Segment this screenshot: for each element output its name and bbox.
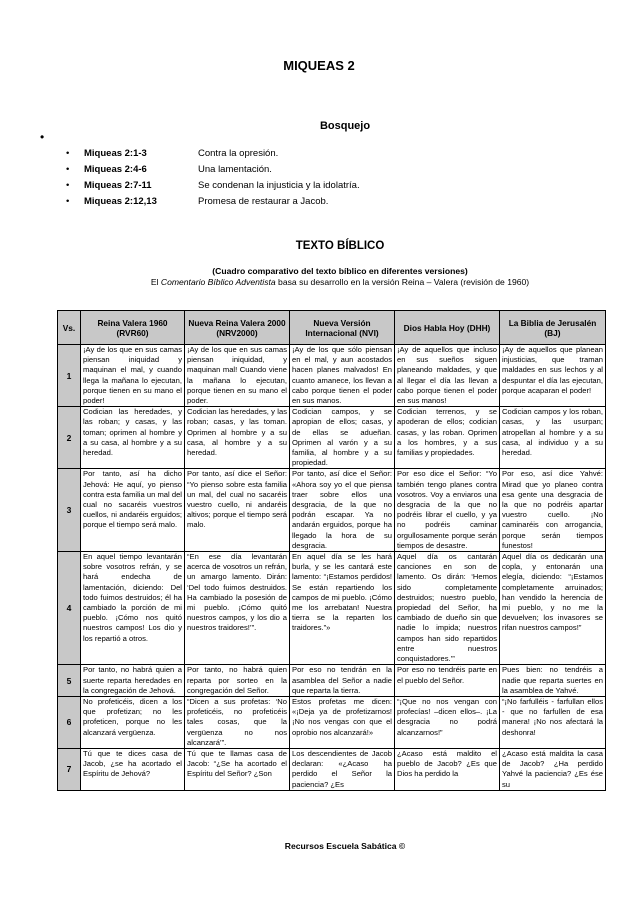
table-cell: En aquel tiempo levantarán sobre vosotros refrán, y se hará endecha de lamentación, diciendo: Del todo fuimos destruidos; él ha cambiado la porción de mi pueblo. ¡Cómo nos quitó nuestros campos! Los dio y los repartió a otros.	[81, 552, 185, 665]
table-cell: Tú que te llamas casa de Jacob: “¿Se ha acortado el Espíritu del Señor? ¿Son	[185, 748, 290, 790]
outline-desc: Se condenan la injusticia y la idolatría.	[198, 179, 360, 191]
texto-subheading: (Cuadro comparativo del texto bíblico en diferentes versiones)	[212, 266, 468, 276]
table-cell: “¡Que no nos vengan con profecías! –dicen ellos–. ¡La desgracia no podrá alcanzarnos!”	[395, 696, 500, 748]
table-cell: Por eso no tendrán en la asamblea del Señor a nadie que reparta la tierra.	[290, 665, 395, 697]
table-cell: No profeticéis, dicen a los que profetizan; no les profeticen, porque no les alcanzará vergüenza.	[81, 696, 185, 748]
table-row	[58, 696, 606, 748]
table-cell: Tú que te dices casa de Jacob, ¿se ha acortado el Espíritu de Jehová?	[81, 748, 185, 790]
table-row	[58, 552, 606, 665]
outline-item	[66, 161, 360, 177]
table-row	[58, 407, 606, 469]
bullet-icon: •	[66, 163, 70, 175]
outline-item	[66, 177, 360, 193]
verse-number: 3	[58, 469, 81, 552]
intro-text: El	[150, 277, 161, 287]
page-title: MIQUEAS 2	[283, 58, 355, 73]
table-cell: Codician terrenos, y se apoderan de ellos; codician casas, y las roban. Oprimen a los hombres, y a sus familias y propiedades.	[395, 407, 500, 469]
column-header: Nueva Reina Valera 2000 (NRV2000)	[185, 311, 290, 345]
table-row	[58, 665, 606, 697]
column-header: Nueva Versión Internacional (NVI)	[290, 311, 395, 345]
verse-number: 1	[58, 345, 81, 407]
table-row	[58, 469, 606, 552]
outline-desc: Contra la opresión.	[198, 147, 279, 159]
outline-desc: Promesa de restaurar a Jacob.	[198, 195, 329, 207]
table-cell: ¡Ay de los que sólo piensan en el mal, y aun acostados hacen planes malvados! En cuanto amanece, los llevan a cabo porque tienen el poder en sus manos.	[290, 345, 395, 407]
intro-text: basa su desarrollo en la versión Reina – Valera (revisión de 1960)	[275, 277, 530, 287]
bullet-icon: •	[66, 147, 70, 159]
column-header: La Biblia de Jerusalén (BJ)	[500, 311, 606, 345]
table-cell: Por tanto, así dice el Señor: “Yo pienso sobre esta familia un mal, del cual no sacaréis vuestro cuello, ni andaréis altivos; porque el tiempo será malo.	[185, 469, 290, 552]
table-cell: Los descendientes de Jacob declaran: «¿Acaso ha perdido el Señor la paciencia? ¿Es	[290, 748, 395, 790]
bullet-icon: •	[66, 179, 70, 191]
outline-item	[66, 193, 360, 209]
table-cell: Por tanto, no habrá quien reparta por sorteo en la congregación del Señor.	[185, 665, 290, 697]
table-cell: Por tanto, así dice el Señor: «Ahora soy yo el que piensa traer sobre ellos una desgracia, de la que no podrán escapar. Ya no andarán erguidos, porque ha llegado la hora de su desgracia.	[290, 469, 395, 552]
table-cell: “En ese día levantarán acerca de vosotros un refrán, un amargo lamento. Dirán: ‘Del todo fuimos destruidos. Ha cambiado la posesión de mi pueblo. ¡Cómo quitó nuestros campos, y los dio a nuestros traidores!’”.	[185, 552, 290, 665]
table-row	[58, 345, 606, 407]
outline-item	[66, 145, 360, 161]
table-cell: Por tanto, así ha dicho Jehová: He aquí, yo pienso contra esta familia un mal del cual no sacaréis vuestros cuellos, ni andaréis erguidos; porque el tiempo será malo.	[81, 469, 185, 552]
table-cell: Pues bien: no tendréis a nadie que reparta suertes en la asamblea de Yahvé.	[500, 665, 606, 697]
table-cell: Codician campos y los roban, casas, y las usurpan; atropellan al hombre y a su casa, al individuo y a su heredad.	[500, 407, 606, 469]
table-cell: Estos profetas me dicen: «¡Deja ya de profetizarnos! ¡No nos vengas con que el oprobio nos alcanzará!»	[290, 696, 395, 748]
verse-number: 4	[58, 552, 81, 665]
table-cell: Aquel día os cantarán canciones en son de lamento. Os dirán: ‘Hemos sido completamente destruidos; nuestro pueblo, propiedad del Señor, ha cambiado de dueño sin que nadie lo impida; nuestros campos han sido repartidos entre nuestros conquistadores.’”	[395, 552, 500, 665]
table-cell: ¡Ay de los que en sus camas piensan iniquidad, y maquinan mal! Cuando viene la mañana lo ejecutan, porque tienen en su mano el poder.	[185, 345, 290, 407]
comparison-table	[57, 310, 606, 791]
table-cell: ¡Ay de aquellos que planean injusticias, que traman maldades en sus lechos y al despuntar el día las ejecutan, porque acaparan el poder!	[500, 345, 606, 407]
outline-desc: Una lamentación.	[198, 163, 272, 175]
outline-ref: Miqueas 2:1-3	[84, 147, 147, 159]
table-cell: Por eso, así dice Yahvé: Mirad que yo planeo contra esa gente una desgracia de la que no podréis apartar vuestro cuello. ¡No caminaréis con arrogancia, porque serán tiempos funestos!	[500, 469, 606, 552]
texto-biblico-heading: TEXTO BÍBLICO	[295, 240, 385, 252]
column-header: Dios Habla Hoy (DHH)	[395, 311, 500, 345]
table-cell: Por eso dice el Señor: “Yo también tengo planes contra vosotros. Voy a enviaros una desgracia de la que no podréis librar el cuello, y ya no podréis caminar orgullosamente porque serán tiempos de desastre.	[395, 469, 500, 552]
column-header: Reina Valera 1960 (RVR60)	[81, 311, 185, 345]
verse-number: 2	[58, 407, 81, 469]
table-cell: Por tanto, no habrá quien a suerte reparta heredades en la congregación de Jehová.	[81, 665, 185, 697]
table-cell: “¡No farfulléis - farfullan ellos - que no farfullen de esa manera! ¡No nos afectará la deshonra!	[500, 696, 606, 748]
table-cell: ¡Ay de aquellos que incluso en sus sueños siguen planeando maldades, y que al llegar el día las llevan a cabo porque tienen el poder en sus manos!	[395, 345, 500, 407]
outline-ref: Miqueas 2:7-11	[84, 179, 152, 191]
outline-ref: Miqueas 2:12,13	[84, 195, 157, 207]
intro-italic: Comentario Bíblico Adventista	[160, 277, 276, 287]
bosquejo-heading: Bosquejo	[319, 120, 371, 132]
table-cell: En aquel día se les hará burla, y se les cantará este lamento: “¡Estamos perdidos! Se están repartiendo los campos de mi pueblo. ¡Cómo me los arrebatan! Nuestra tierra se la reparten los traidores.”»	[290, 552, 395, 665]
table-cell: Por eso no tendréis parte en el pueblo del Señor.	[395, 665, 500, 697]
texto-intro	[0, 277, 638, 287]
table-cell: Aquel día os dedicarán una copla, y entonarán una elegía, diciendo: “¡Estamos completamente arruinados; han vendido la herencia de mi pueblo, y no me la devuelven; los invasores se rifan nuestros campos!”	[500, 552, 606, 665]
bullet-icon: •	[66, 195, 70, 207]
table-cell: Codician las heredades, y las roban; y casas, y las toman; oprimen al hombre y a su casa, al hombre y a su heredad.	[81, 407, 185, 469]
table-row	[58, 748, 606, 790]
table-cell: Codician las heredades, y las roban; casas, y las toman. Oprimen al hombre y a su casa, al hombre y a su heredad.	[185, 407, 290, 469]
table-cell: ¿Acaso está maldito el pueblo de Jacob? ¿Es que Dios ha perdido la	[395, 748, 500, 790]
bullet-icon: •	[40, 130, 45, 144]
table-cell: Codician campos, y se apropian de ellos; casas, y de ellas se adueñan. Oprimen al varón y a su familia, al hombre y a su propiedad.	[290, 407, 395, 469]
table-cell: ¡Ay de los que en sus camas piensan iniquidad y maquinan el mal, y cuando llega la mañana lo ejecutan, porque tienen en su mano el poder!	[81, 345, 185, 407]
table-header-row	[58, 311, 606, 345]
table-cell: ¿Acaso está maldita la casa de Jacob? ¿Ha perdido Yahvé la paciencia? ¿Es ése su	[500, 748, 606, 790]
verse-number: 6	[58, 696, 81, 748]
verse-number: 5	[58, 665, 81, 697]
verse-number: 7	[58, 748, 81, 790]
outline-ref: Miqueas 2:4-6	[84, 163, 147, 175]
footer-text: Recursos Escuela Sabática ©	[284, 841, 406, 851]
column-header: Vs.	[58, 311, 81, 345]
outline-list	[66, 145, 360, 209]
table-cell: “Dicen a sus profetas: ‘No profeticéis, no profeticéis tales cosas, que la vergüenza no nos alcanzará’”.	[185, 696, 290, 748]
